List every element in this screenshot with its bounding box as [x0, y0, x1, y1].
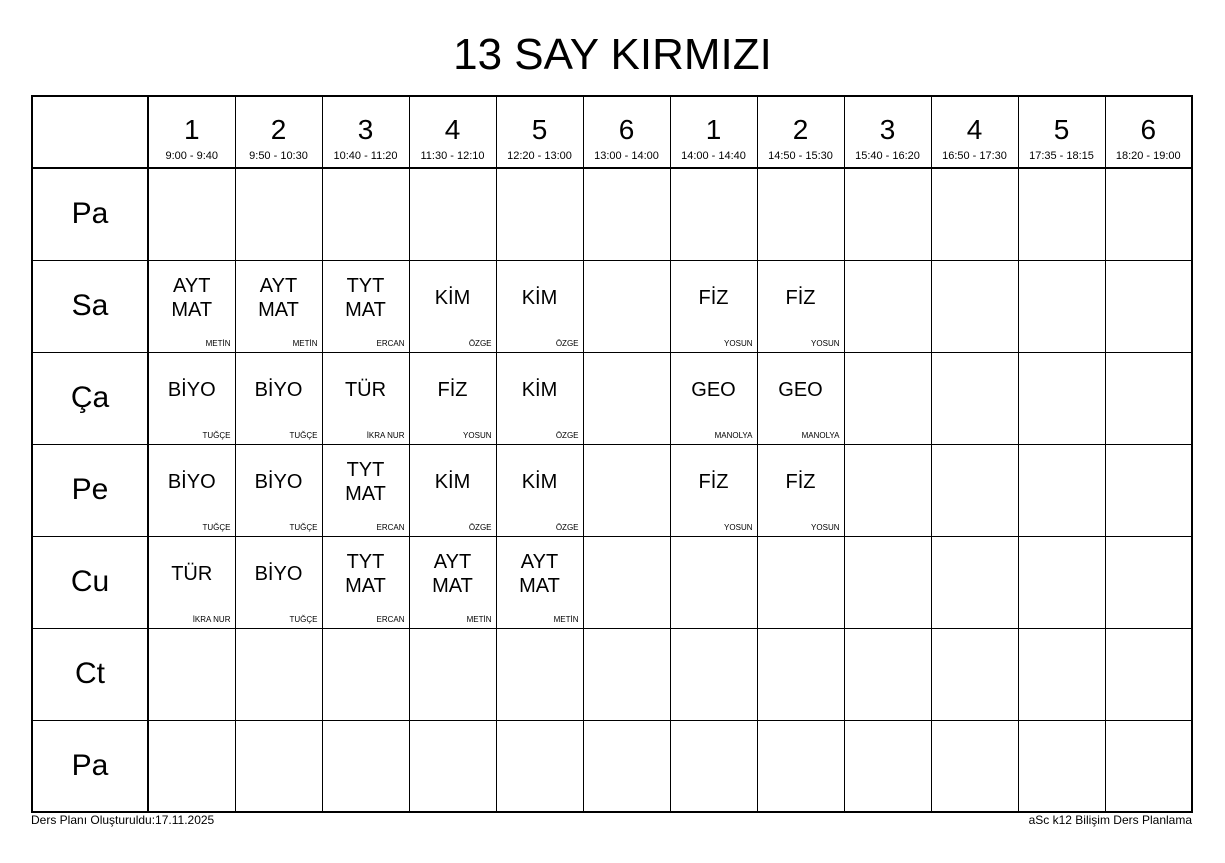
- created-date-note: Ders Planı Oluşturuldu:17.11.2025: [31, 813, 215, 827]
- lesson-teacher: ÖZGE: [555, 338, 579, 348]
- empty-cell: [1105, 444, 1192, 536]
- empty-cell: [322, 720, 409, 812]
- period-header: [931, 96, 1018, 168]
- lesson-teacher: METİN: [205, 338, 231, 348]
- empty-cell: [931, 352, 1018, 444]
- empty-cell: [844, 168, 931, 260]
- lesson-cell: [409, 352, 496, 444]
- empty-cell: [757, 628, 844, 720]
- empty-cell: [148, 168, 235, 260]
- lesson-cell: [409, 260, 496, 352]
- lesson-subject: FİZ: [785, 287, 816, 309]
- lesson-teacher: TUĞÇE: [202, 430, 231, 440]
- period-header: [583, 96, 670, 168]
- lesson-subject: AYT MAT: [171, 275, 213, 321]
- empty-cell: [496, 720, 583, 812]
- day-name: Pa: [32, 720, 148, 812]
- day-row: [32, 168, 1192, 260]
- period-header: [496, 96, 583, 168]
- period-time: 15:40 - 16:20: [855, 150, 920, 162]
- lesson-cell: [148, 260, 235, 352]
- corner-cell: [32, 96, 148, 168]
- empty-cell: [235, 168, 322, 260]
- day-row: [32, 260, 1192, 352]
- empty-cell: [670, 628, 757, 720]
- day-row: [32, 628, 1192, 720]
- lesson-subject: TYT MAT: [345, 275, 386, 321]
- lesson-cell: [322, 536, 409, 628]
- day-name: Sa: [32, 260, 148, 352]
- empty-cell: [931, 168, 1018, 260]
- lesson-teacher: MANOLYA: [801, 430, 840, 440]
- empty-cell: [583, 352, 670, 444]
- lesson-subject: TÜR: [344, 379, 387, 401]
- empty-cell: [496, 168, 583, 260]
- empty-cell: [844, 260, 931, 352]
- lesson-teacher: ÖZGE: [555, 522, 579, 532]
- empty-cell: [1105, 536, 1192, 628]
- lesson-teacher: ÖZGE: [468, 338, 492, 348]
- empty-cell: [235, 720, 322, 812]
- lesson-subject: FİZ: [698, 471, 729, 493]
- period-header: [1018, 96, 1105, 168]
- empty-cell: [670, 536, 757, 628]
- lesson-teacher: MANOLYA: [714, 430, 753, 440]
- lesson-cell: [409, 536, 496, 628]
- lesson-cell: [670, 260, 757, 352]
- empty-cell: [931, 628, 1018, 720]
- period-number: 5: [531, 114, 548, 145]
- period-number: 2: [270, 114, 287, 145]
- day-name: Pe: [32, 444, 148, 536]
- empty-cell: [844, 536, 931, 628]
- lesson-cell: [322, 444, 409, 536]
- empty-cell: [1018, 536, 1105, 628]
- empty-cell: [844, 352, 931, 444]
- period-time: 11:30 - 12:10: [420, 150, 485, 162]
- empty-cell: [148, 720, 235, 812]
- period-header-row: [32, 96, 1192, 168]
- empty-cell: [583, 260, 670, 352]
- lesson-teacher: TUĞÇE: [289, 430, 318, 440]
- empty-cell: [409, 720, 496, 812]
- empty-cell: [757, 720, 844, 812]
- empty-cell: [496, 628, 583, 720]
- period-time: 9:00 - 9:40: [165, 150, 219, 162]
- empty-cell: [1018, 352, 1105, 444]
- day-row: [32, 444, 1192, 536]
- lesson-subject: KİM: [521, 287, 558, 309]
- empty-cell: [235, 628, 322, 720]
- lesson-cell: [148, 444, 235, 536]
- period-number: 1: [183, 114, 200, 145]
- lesson-cell: [670, 352, 757, 444]
- period-number: 3: [357, 114, 374, 145]
- period-time: 9:50 - 10:30: [249, 150, 308, 162]
- lesson-teacher: TUĞÇE: [289, 614, 318, 624]
- lesson-subject: FİZ: [785, 471, 816, 493]
- period-number: 3: [879, 114, 896, 145]
- empty-cell: [583, 720, 670, 812]
- lesson-subject: FİZ: [698, 287, 729, 309]
- day-row: [32, 352, 1192, 444]
- lesson-subject: KİM: [521, 379, 558, 401]
- day-name: Ça: [32, 352, 148, 444]
- period-time: 12:20 - 13:00: [507, 150, 572, 162]
- lesson-teacher: ERCAN: [376, 522, 405, 532]
- lesson-teacher: METİN: [466, 614, 492, 624]
- lesson-teacher: YOSUN: [811, 338, 840, 348]
- empty-cell: [670, 168, 757, 260]
- lesson-cell: [148, 352, 235, 444]
- period-number: 5: [1053, 114, 1070, 145]
- empty-cell: [409, 628, 496, 720]
- lesson-subject: KİM: [434, 287, 471, 309]
- period-number: 6: [618, 114, 635, 145]
- period-header: [757, 96, 844, 168]
- period-header: [148, 96, 235, 168]
- lesson-cell: [496, 444, 583, 536]
- period-header: [235, 96, 322, 168]
- lesson-cell: [496, 536, 583, 628]
- lesson-cell: [235, 444, 322, 536]
- empty-cell: [931, 536, 1018, 628]
- day-name: Ct: [32, 628, 148, 720]
- period-number: 4: [444, 114, 461, 145]
- empty-cell: [583, 444, 670, 536]
- software-credit: aSc k12 Bilişim Ders Planlama: [1028, 813, 1192, 827]
- empty-cell: [844, 444, 931, 536]
- lesson-cell: [757, 352, 844, 444]
- period-number: 2: [792, 114, 809, 145]
- empty-cell: [844, 720, 931, 812]
- empty-cell: [322, 168, 409, 260]
- empty-cell: [1105, 720, 1192, 812]
- lesson-subject: BİYO: [167, 471, 216, 493]
- empty-cell: [931, 720, 1018, 812]
- lesson-subject: TYT MAT: [345, 551, 386, 597]
- period-number: 6: [1140, 114, 1157, 145]
- lesson-subject: BİYO: [254, 379, 303, 401]
- lesson-teacher: ÖZGE: [468, 522, 492, 532]
- empty-cell: [670, 720, 757, 812]
- lesson-subject: GEO: [778, 379, 823, 401]
- lesson-cell: [235, 536, 322, 628]
- lesson-subject: GEO: [691, 379, 736, 401]
- period-header: [1105, 96, 1192, 168]
- lesson-cell: [235, 260, 322, 352]
- lesson-cell: [757, 444, 844, 536]
- period-time: 13:00 - 14:00: [594, 150, 659, 162]
- lesson-cell: [757, 260, 844, 352]
- page-title: 13 SAY KIRMIZI: [453, 30, 772, 79]
- lesson-teacher: METİN: [292, 338, 318, 348]
- lesson-subject: BİYO: [167, 379, 216, 401]
- lesson-teacher: TUĞÇE: [289, 522, 318, 532]
- timetable: [31, 95, 1193, 813]
- day-name: Cu: [32, 536, 148, 628]
- period-header: [844, 96, 931, 168]
- lesson-cell: [322, 352, 409, 444]
- empty-cell: [1105, 628, 1192, 720]
- lesson-teacher: TUĞÇE: [202, 522, 231, 532]
- empty-cell: [1105, 260, 1192, 352]
- lesson-teacher: YOSUN: [463, 430, 492, 440]
- empty-cell: [757, 168, 844, 260]
- lesson-cell: [496, 260, 583, 352]
- lesson-subject: FİZ: [437, 379, 468, 401]
- lesson-subject: AYT MAT: [432, 551, 473, 597]
- empty-cell: [583, 628, 670, 720]
- period-header: [409, 96, 496, 168]
- lesson-subject: BİYO: [254, 563, 303, 585]
- lesson-subject: TÜR: [171, 563, 213, 585]
- empty-cell: [757, 536, 844, 628]
- lesson-teacher: YOSUN: [724, 338, 753, 348]
- period-number: 4: [966, 114, 983, 145]
- period-time: 14:50 - 15:30: [768, 150, 833, 162]
- lesson-teacher: METİN: [553, 614, 579, 624]
- lesson-subject: AYT MAT: [258, 275, 299, 321]
- period-number: 1: [705, 114, 722, 145]
- empty-cell: [931, 260, 1018, 352]
- lesson-teacher: ERCAN: [376, 614, 405, 624]
- period-header: [322, 96, 409, 168]
- lesson-teacher: ERCAN: [376, 338, 405, 348]
- lesson-cell: [409, 444, 496, 536]
- empty-cell: [1105, 352, 1192, 444]
- lesson-subject: KİM: [521, 471, 558, 493]
- day-name: Pa: [32, 168, 148, 260]
- empty-cell: [583, 536, 670, 628]
- lesson-cell: [148, 536, 235, 628]
- lesson-subject: KİM: [434, 471, 471, 493]
- empty-cell: [148, 628, 235, 720]
- lesson-cell: [496, 352, 583, 444]
- empty-cell: [409, 168, 496, 260]
- empty-cell: [1018, 720, 1105, 812]
- empty-cell: [931, 444, 1018, 536]
- empty-cell: [1018, 628, 1105, 720]
- lesson-cell: [235, 352, 322, 444]
- lesson-subject: TYT MAT: [345, 459, 386, 505]
- period-time: 10:40 - 11:20: [333, 150, 398, 162]
- lesson-cell: [322, 260, 409, 352]
- period-time: 16:50 - 17:30: [942, 150, 1007, 162]
- empty-cell: [1105, 168, 1192, 260]
- period-time: 17:35 - 18:15: [1029, 150, 1094, 162]
- period-header: [670, 96, 757, 168]
- empty-cell: [1018, 168, 1105, 260]
- lesson-cell: [670, 444, 757, 536]
- period-time: 18:20 - 19:00: [1115, 150, 1181, 162]
- lesson-teacher: İKRA NUR: [192, 614, 231, 624]
- empty-cell: [1018, 444, 1105, 536]
- period-time: 14:00 - 14:40: [681, 150, 746, 162]
- day-row: [32, 536, 1192, 628]
- lesson-teacher: ÖZGE: [555, 430, 579, 440]
- lesson-teacher: YOSUN: [724, 522, 753, 532]
- lesson-subject: BİYO: [254, 471, 303, 493]
- empty-cell: [583, 168, 670, 260]
- empty-cell: [322, 628, 409, 720]
- lesson-teacher: İKRA NUR: [366, 430, 405, 440]
- empty-cell: [1018, 260, 1105, 352]
- lesson-subject: AYT MAT: [519, 551, 560, 597]
- lesson-teacher: YOSUN: [811, 522, 840, 532]
- empty-cell: [844, 628, 931, 720]
- day-row: [32, 720, 1192, 812]
